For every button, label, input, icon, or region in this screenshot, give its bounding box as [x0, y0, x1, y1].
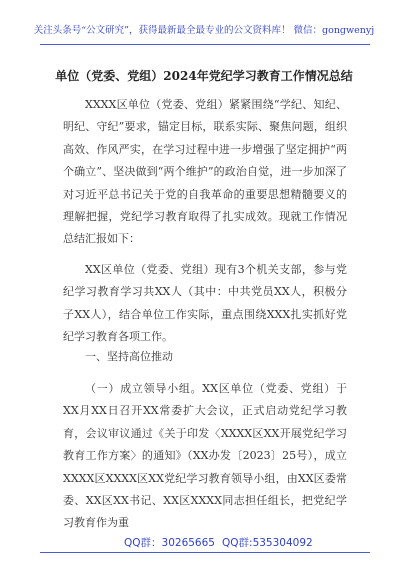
footer-qq-group-1: QQ群：30265665	[124, 537, 215, 549]
intro-paragraph: XXXX区单位（党委、党组）紧紧围绕“学纪、知纪、明纪、守纪”要求，锚定目标，联系实际、聚焦问题，组织高效、作风严实，在学习过程中进一步增强了坚定拥护“两个确立”、坚决做到“两个维护”的政治自觉，进一步加深了对习近平总书记关于党的自我革命的重要思想精髓要义的理解把握，党纪学习教育取得了扎实成效。现就工作情况总结汇报如下：	[63, 98, 347, 246]
section-paragraph: （一）成立领导小组。XX区单位（党委、党组）于XX月XX日召开XX常委扩大会议，正式启动党纪学习教育，会议审议通过《关于印发〈XXXX区XX开展党纪学习教育工作方案〉的通知》（XX办发〔2023〕25号），成立XXXX区XXXX区XX党纪学习教育领导小组，由XX区委常委、XX区XX书记、XX区XXXX同志担任组长，把党纪学习教育作为重	[63, 382, 347, 530]
document-title: 单位（党委、党组）2024年党纪学习教育工作情况总结	[55, 69, 353, 83]
section-heading: 一、坚持高位推动	[85, 350, 173, 363]
footer-qq-group-2: QQ群:535304092	[222, 537, 313, 549]
header-notice: 关注头条号“公文研究”，获得最新最全最专业的公文资料库！ 微信：gongwenyj	[33, 25, 375, 36]
footer-divider	[40, 552, 370, 553]
header-divider	[40, 44, 370, 45]
footer	[0, 535, 408, 551]
overview-paragraph: XX区单位（党委、党组）现有3个机关支部，参与党纪学习教育学习共XX人（其中：中共党员XX人，积极分子XX人），结合单位工作实际，重点围绕XXX扎实抓好党纪学习教育各项工作。	[63, 263, 347, 344]
